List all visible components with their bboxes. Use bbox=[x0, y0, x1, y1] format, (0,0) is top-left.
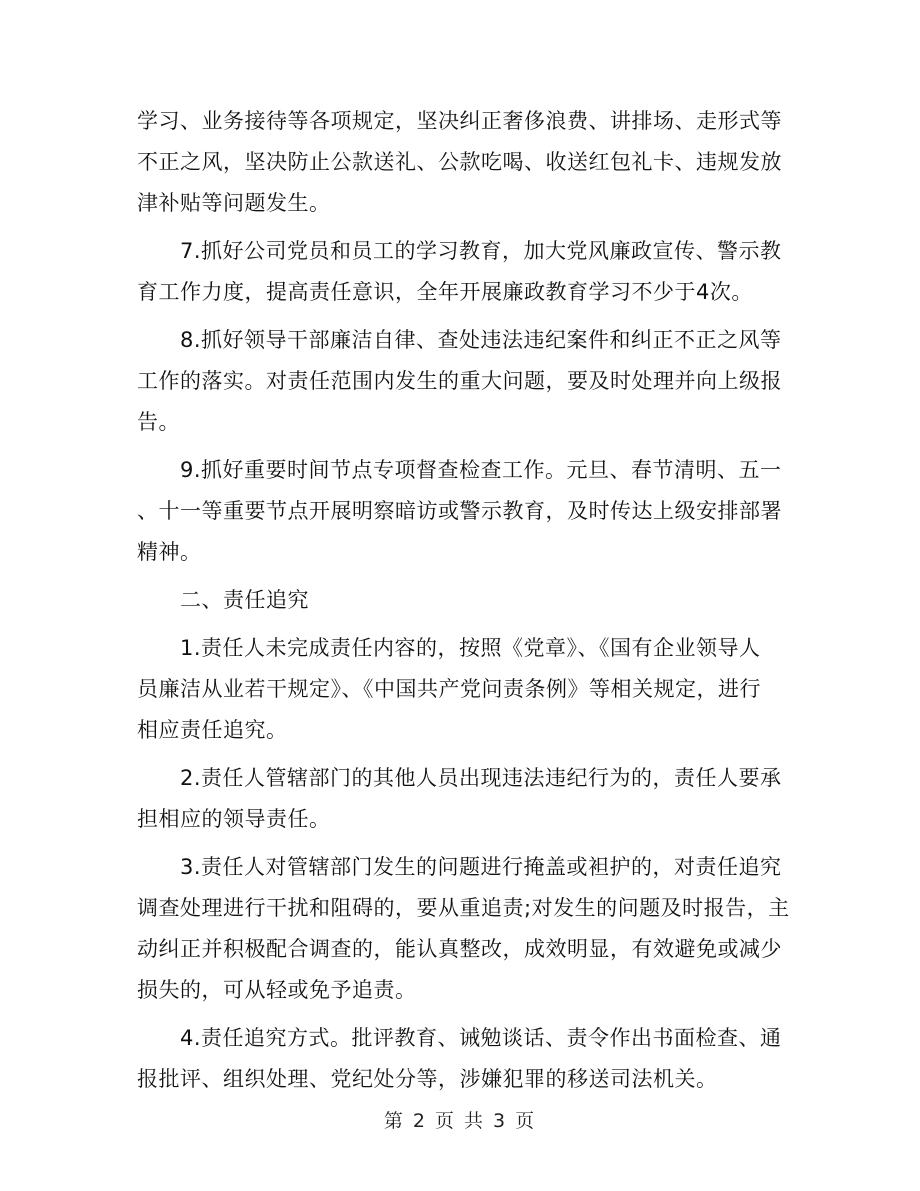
text-line: 3.责任人对管辖部门发生的问题进行掩盖或袒护的，对责任追究 bbox=[180, 855, 782, 879]
text-line: 育工作力度，提高责任意识，全年开展廉政教育学习不少于4次。 bbox=[137, 280, 753, 304]
text-line: 8.抓好领导干部廉洁自律、查处违法违纪案件和纠正不正之风等 bbox=[180, 328, 782, 352]
text-line: 津补贴等问题发生。 bbox=[137, 191, 331, 215]
text-line: 学习、业务接待等各项规定，坚决纠正奢侈浪费、讲排场、走形式等 bbox=[137, 109, 782, 133]
text-line: 损失的，可从轻或免予追责。 bbox=[137, 978, 417, 1002]
text-line: 不正之风，坚决防止公款送礼、公款吃喝、收送红包礼卡、违规发放 bbox=[137, 150, 782, 174]
page-number-footer: 第 2 页 共 3 页 bbox=[383, 1110, 537, 1132]
text-line: 精神。 bbox=[137, 540, 202, 564]
text-line: 9.抓好重要时间节点专项督查检查工作。元旦、春节清明、五一 bbox=[180, 458, 782, 482]
text-line: 7.抓好公司党员和员工的学习教育，加大党风廉政宣传、警示教 bbox=[180, 239, 782, 263]
text-line: 、十一等重要节点开展明察暗访或警示教育，及时传达上级安排部署 bbox=[137, 499, 782, 523]
text-line: 员廉洁从业若干规定》、《中国共产党问责条例》等相关规定，进行 bbox=[137, 677, 761, 701]
text-line: 工作的落实。对责任范围内发生的重大问题，要及时处理并向上级报 bbox=[137, 369, 782, 393]
section-heading: 二、责任追究 bbox=[180, 588, 309, 612]
text-line: 调查处理进行干扰和阻碍的，要从重追责;对发生的问题及时报告，主 bbox=[137, 896, 790, 920]
text-line: 担相应的领导责任。 bbox=[137, 807, 331, 831]
text-line: 报批评、组织处理、党纪处分等，涉嫌犯罪的移送司法机关。 bbox=[137, 1067, 718, 1091]
text-line: 相应责任追究。 bbox=[137, 718, 288, 742]
text-line: 1.责任人未完成责任内容的，按照《党章》、《国有企业领导人 bbox=[180, 636, 761, 660]
text-line: 告。 bbox=[137, 410, 180, 434]
text-line: 2.责任人管辖部门的其他人员出现违法违纪行为的，责任人要承 bbox=[180, 766, 782, 790]
text-line: 4.责任追究方式。批评教育、诫勉谈话、责令作出书面检查、通 bbox=[180, 1026, 782, 1050]
text-line: 动纠正并积极配合调查的，能认真整改，成效明显，有效避免或减少 bbox=[137, 937, 782, 961]
